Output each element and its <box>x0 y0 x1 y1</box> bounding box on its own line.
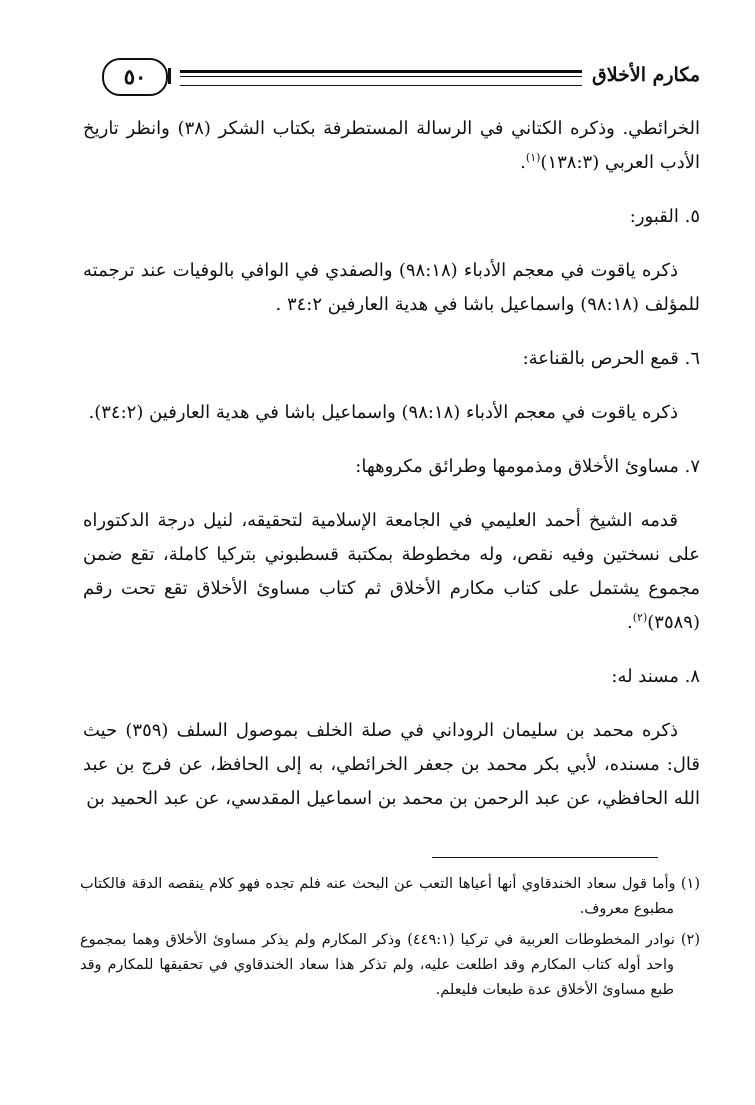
paragraph-text: قدمه الشيخ أحمد العليمي في الجامعة الإسلامية لتحقيقه، لنيل درجة الدكتوراه على نسختين وفيه نقص، وله مخطوطة بمكتبة قسطبوني بتركيا كاملة، تقع ضمن مجموع يشتمل على كتاب مكارم الأخلاق ثم كتاب مساوئ الأخلاق تقع تحت رقم (٣٥٨٩) <box>83 510 700 633</box>
footnote-separator <box>432 857 658 858</box>
page-header <box>80 56 700 102</box>
main-text <box>83 112 700 836</box>
section-heading-6: ٦. قمع الحرص بالقناعة: <box>522 348 700 369</box>
footnote-2 <box>80 928 700 1003</box>
section-heading-5: ٥. القبور: <box>629 206 700 227</box>
paragraph-continuation <box>83 112 700 180</box>
paragraph-end: . <box>520 152 526 173</box>
section-paragraph-6: ذكره ياقوت في معجم الأدباء (٩٨:١٨) واسماعيل باشا في هدية العارفين (٣٤:٢). <box>88 402 678 423</box>
section-heading-8: ٨. مسند له: <box>611 666 700 687</box>
footnote-1 <box>80 872 700 922</box>
footnote-text: وأما قول سعاد الخندقاوي أنها أعياها التعب عن البحث عنه فلم تجده فهو كلام ينقصه الدقة فالكتاب مطبوع معروف. <box>80 876 676 917</box>
footnote-ref[interactable]: (٢) <box>632 611 648 624</box>
running-title: مكارم الأخلاق <box>592 64 700 86</box>
header-rule <box>180 70 582 86</box>
footnote-marker: (٢) <box>680 932 701 948</box>
footnote-marker: (١) <box>680 876 700 892</box>
paragraph-end: . <box>627 612 633 633</box>
footnote-text: نوادر المخطوطات العربية في تركيا (٤٤٩:١) وذكر المكارم ولم يذكر مساوئ الأخلاق وهما بمجموع واحد أوله كتاب المكارم وقد اطلعت عليه، ولم تذكر هذا سعاد الخندقاوي في تحقيقها للمكارم وقد طبع مساوئ الأخلاق عدة طبعات فليعلم. <box>80 932 675 998</box>
page-number-tick <box>168 68 171 84</box>
footnotes <box>80 872 700 1009</box>
section-paragraph-5: ذكره ياقوت في معجم الأدباء (٩٨:١٨) والصفدي في الوافي بالوفيات عند ترجمته للمؤلف (٩٨:١٨) واسماعيل باشا في هدية العارفين ٣٤:٢ . <box>83 260 700 315</box>
footnote-ref[interactable]: (١) <box>525 151 541 164</box>
section-paragraph-7 <box>83 504 700 640</box>
page-number: ٥٠ <box>102 58 168 96</box>
section-heading-7: ٧. مساوئ الأخلاق ومذمومها وطرائق مكروهها: <box>355 456 700 477</box>
paragraph-text: الخرائطي. وذكره الكتاني في الرسالة المستطرفة بكتاب الشكر (٣٨) وانظر تاريخ الأدب العربي (١٣٨:٣) <box>83 118 700 173</box>
section-paragraph-8: ذكره محمد بن سليمان الروداني في صلة الخلف بموصول السلف (٣٥٩) حيث قال: مسنده، لأبي بكر محمد بن جعفر الخرائطي، به إلى الحافظ، عن فرج بن عبد الله الحافظي، عن عبد الرحمن بن محمد بن اسماعيل المقدسي، عن عبد الحميد بن <box>83 720 700 809</box>
